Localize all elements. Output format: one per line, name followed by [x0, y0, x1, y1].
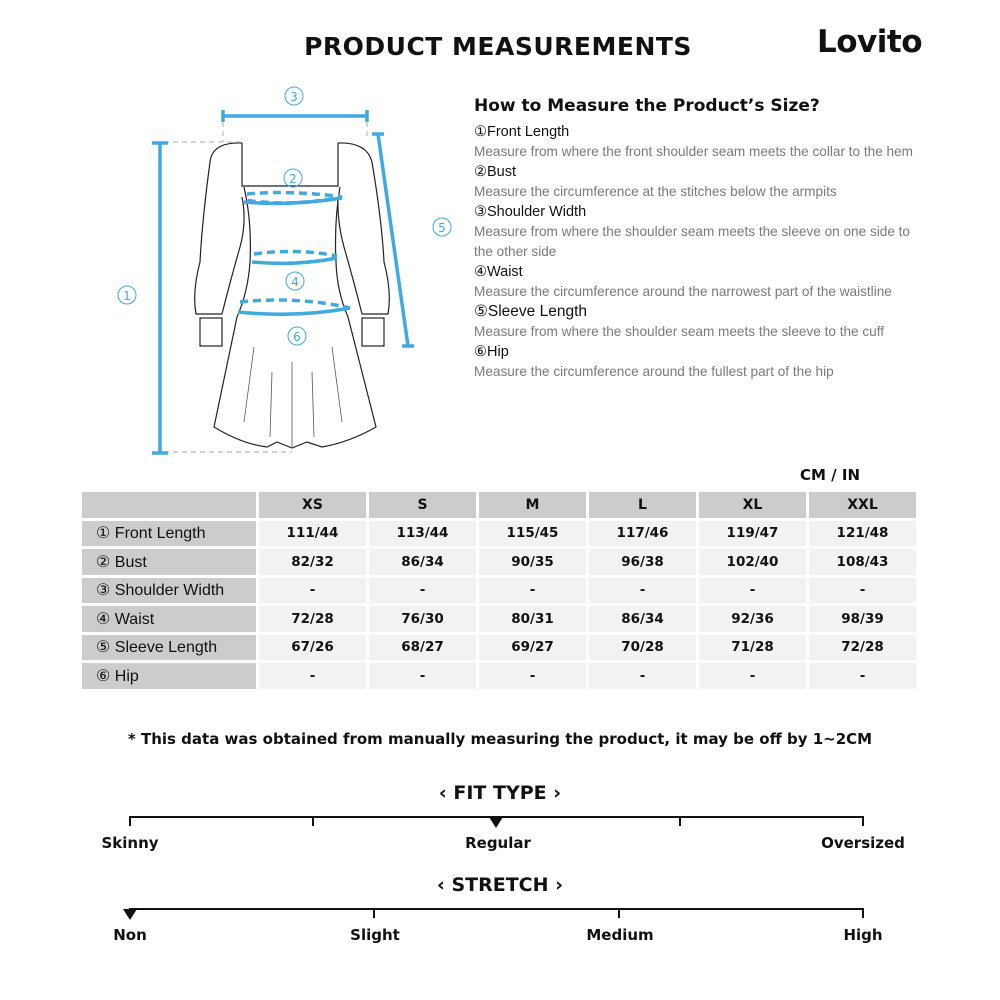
fit-type-tick	[862, 816, 864, 826]
size-chart-table	[79, 489, 919, 692]
cell-value: 72/28	[809, 635, 916, 661]
cell-value: -	[589, 578, 696, 604]
cell-value: 67/26	[259, 635, 366, 661]
cell-value: 121/48	[809, 521, 916, 547]
row-label: ④ Waist	[82, 606, 256, 632]
howto-item-desc: Measure from where the shoulder seam meets the sleeve on one side to the other side	[474, 224, 910, 259]
fit-type-selected-marker-icon	[489, 817, 503, 828]
svg-text:6: 6	[293, 330, 301, 344]
measurement-disclaimer: * This data was obtained from manually measuring the product, it may be off by 1~2CM	[127, 730, 873, 748]
fit-label-skinny: Skinny	[101, 834, 159, 852]
cell-value: 90/35	[479, 549, 586, 575]
cell-value: 86/34	[589, 606, 696, 632]
fit-label-regular: Regular	[465, 834, 531, 852]
svg-text:4: 4	[291, 275, 299, 289]
cell-value: -	[259, 663, 366, 689]
row-label: ⑥ Hip	[82, 663, 256, 689]
table-row	[82, 635, 916, 661]
stretch-label-slight: Slight	[350, 926, 400, 944]
stretch-label-non: Non	[113, 926, 147, 944]
table-row	[82, 578, 916, 604]
howto-item	[474, 342, 914, 382]
cell-value: 119/47	[699, 521, 806, 547]
row-label: ③ Shoulder Width	[82, 578, 256, 604]
cell-value: 102/40	[699, 549, 806, 575]
table-header-row	[82, 492, 916, 518]
howto-item-desc: Measure the circumference around the narrowest part of the waistline	[474, 284, 892, 299]
size-header: XXL	[809, 492, 916, 518]
table-row	[82, 521, 916, 547]
page-title: PRODUCT MEASUREMENTS	[304, 32, 692, 61]
howto-item-desc: Measure the circumference at the stitches below the armpits	[474, 184, 837, 199]
cell-value: 69/27	[479, 635, 586, 661]
cell-value: -	[699, 663, 806, 689]
cell-value: 96/38	[589, 549, 696, 575]
table-row	[82, 606, 916, 632]
units-label: CM / IN	[800, 466, 860, 484]
howto-item-title: ⑤Sleeve Length	[474, 303, 588, 320]
howto-item	[474, 202, 914, 262]
table-row	[82, 549, 916, 575]
cell-value: 115/45	[479, 521, 586, 547]
fit-type-tick	[129, 816, 131, 826]
svg-text:2: 2	[289, 172, 297, 186]
cell-value: 113/44	[369, 521, 476, 547]
howto-item-title: ②Bust	[474, 164, 517, 180]
svg-text:3: 3	[290, 90, 298, 104]
cell-value: 117/46	[589, 521, 696, 547]
cell-value: -	[479, 663, 586, 689]
cell-value: 76/30	[369, 606, 476, 632]
howto-item-title: ①Front Length	[474, 124, 570, 140]
cell-value: 86/34	[369, 549, 476, 575]
cell-value: 108/43	[809, 549, 916, 575]
size-header: XL	[699, 492, 806, 518]
fit-type-title: ‹ FIT TYPE ›	[438, 782, 562, 804]
howto-item	[474, 122, 914, 162]
howto-item	[474, 302, 914, 342]
fit-type-tick	[679, 816, 681, 826]
howto-item-title: ④Waist	[474, 264, 523, 280]
cell-value: 72/28	[259, 606, 366, 632]
stretch-label-high: High	[843, 926, 883, 944]
howto-item	[474, 162, 914, 202]
size-header: S	[369, 492, 476, 518]
table-corner-cell	[82, 492, 256, 518]
cell-value: -	[479, 578, 586, 604]
svg-text:1: 1	[123, 289, 131, 303]
cell-value: 82/32	[259, 549, 366, 575]
howto-item-title: ③Shoulder Width	[474, 204, 587, 220]
cell-value: -	[259, 578, 366, 604]
howto-item-desc: Measure from where the front shoulder seam meets the collar to the hem	[474, 144, 913, 159]
stretch-tick	[862, 908, 864, 918]
stretch-tick	[618, 908, 620, 918]
stretch-tick	[373, 908, 375, 918]
dress-measurement-diagram	[92, 82, 462, 466]
cell-value: 70/28	[589, 635, 696, 661]
cell-value: 92/36	[699, 606, 806, 632]
row-label: ⑤ Sleeve Length	[82, 635, 256, 661]
stretch-selected-marker-icon	[123, 909, 137, 920]
fit-label-oversized: Oversized	[821, 834, 905, 852]
cell-value: -	[589, 663, 696, 689]
row-label: ① Front Length	[82, 521, 256, 547]
cell-value: 111/44	[259, 521, 366, 547]
stretch-scale-line	[129, 908, 864, 910]
cell-value: -	[809, 578, 916, 604]
svg-text:5: 5	[438, 221, 446, 235]
cell-value: 98/39	[809, 606, 916, 632]
how-to-heading: How to Measure the Product’s Size?	[474, 96, 820, 116]
brand-logo: Lovito	[817, 24, 923, 60]
cell-value: -	[369, 663, 476, 689]
howto-item	[474, 262, 914, 302]
cell-value: -	[369, 578, 476, 604]
stretch-title: ‹ STRETCH ›	[437, 874, 563, 896]
cell-value: 80/31	[479, 606, 586, 632]
size-header: L	[589, 492, 696, 518]
size-header: M	[479, 492, 586, 518]
how-to-measure-section	[474, 96, 914, 382]
table-row	[82, 663, 916, 689]
cell-value: -	[809, 663, 916, 689]
howto-item-desc: Measure from where the shoulder seam meets the sleeve to the cuff	[474, 324, 885, 339]
row-label: ② Bust	[82, 549, 256, 575]
cell-value: -	[699, 578, 806, 604]
cell-value: 71/28	[699, 635, 806, 661]
fit-type-tick	[312, 816, 314, 826]
stretch-label-medium: Medium	[586, 926, 654, 944]
howto-item-title: ⑥Hip	[474, 344, 509, 360]
howto-item-desc: Measure the circumference around the fullest part of the hip	[474, 364, 834, 379]
size-header: XS	[259, 492, 366, 518]
cell-value: 68/27	[369, 635, 476, 661]
